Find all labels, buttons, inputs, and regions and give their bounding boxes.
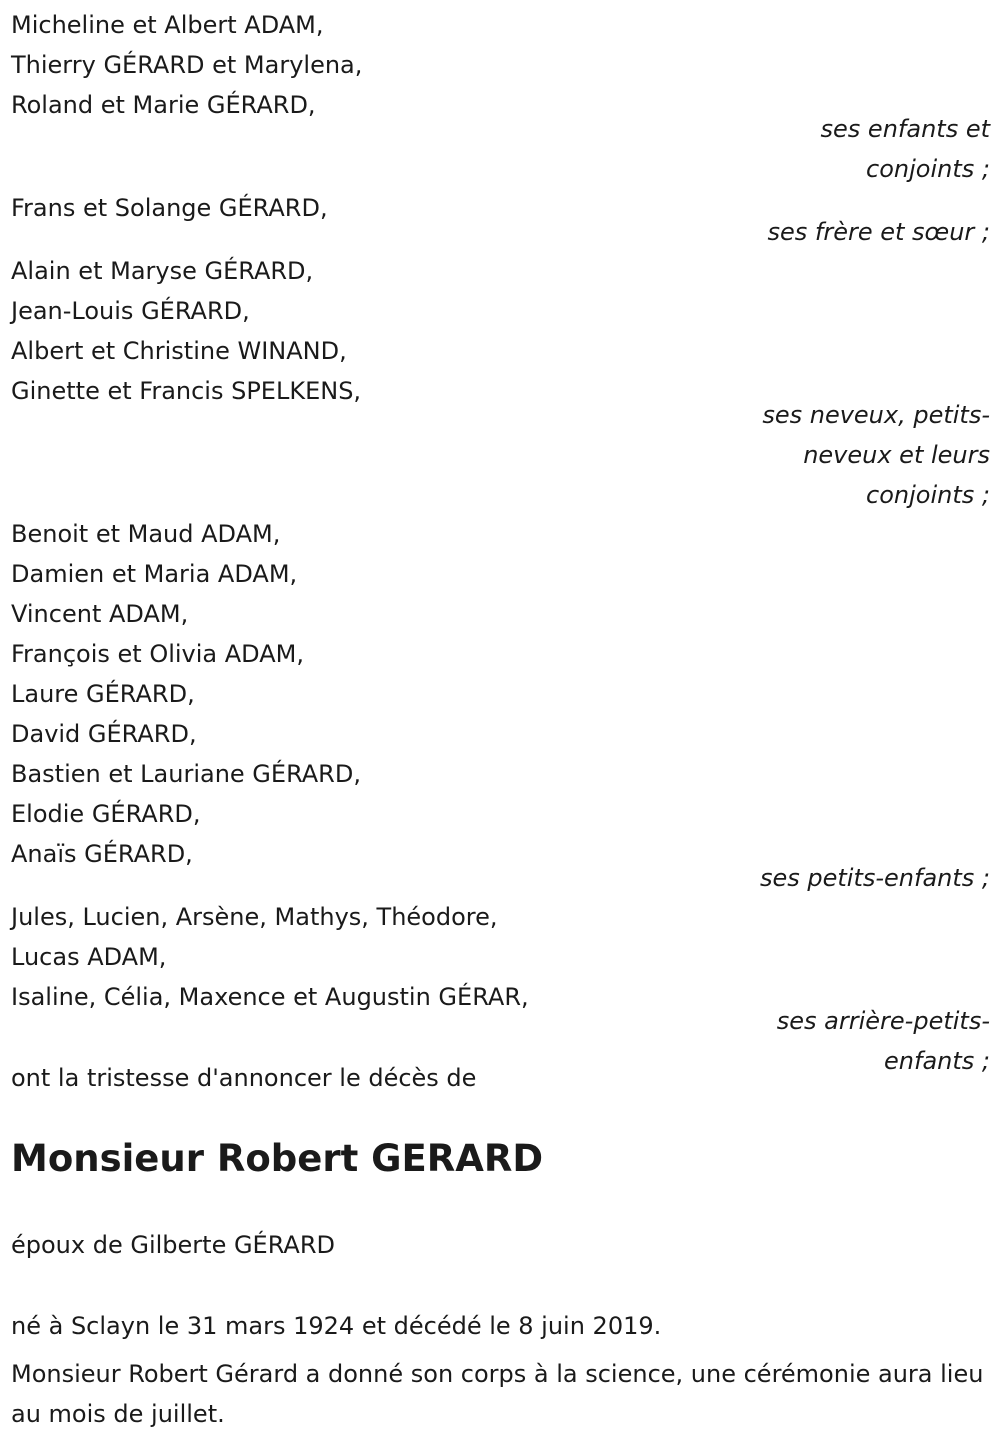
grandchild-name-line: François et Olivia ADAM, — [11, 640, 304, 668]
siblings-relation — [730, 212, 990, 252]
ceremony-notice: Monsieur Robert Gérard a donné son corps à la science, une cérémonie aura lieu au mois de juillet. — [11, 1360, 984, 1428]
grandchild-name-line: Benoit et Maud ADAM, — [11, 520, 281, 548]
nephews-relation — [730, 395, 990, 515]
nephew-name-line: Ginette et Francis SPELKENS, — [11, 377, 362, 405]
grandchild-name-line: Anaïs GÉRARD, — [11, 840, 193, 868]
children-name-line: Roland et Marie GÉRARD, — [11, 91, 316, 119]
grandchild-name-line: Bastien et Lauriane GÉRARD, — [11, 760, 361, 788]
grandchild-name-line: Damien et Maria ADAM, — [11, 560, 298, 588]
children-name-line: Micheline et Albert ADAM, — [11, 11, 324, 39]
children-name-line: Thierry GÉRARD et Marylena, — [11, 51, 363, 79]
relation-line: neveux et leurs — [803, 441, 990, 469]
relation-line: ses arrière-petits- — [776, 1007, 990, 1035]
spouse-line: époux de Gilberte GÉRARD — [11, 1231, 335, 1259]
nephew-name-line: Jean-Louis GÉRARD, — [11, 297, 250, 325]
relation-line: ses petits-enfants ; — [759, 864, 990, 892]
grandchild-name-line: Vincent ADAM, — [11, 600, 189, 628]
nephew-name-line: Alain et Maryse GÉRARD, — [11, 257, 314, 285]
grandchild-name-line: Laure GÉRARD, — [11, 680, 195, 708]
children-relation — [730, 109, 990, 189]
relation-line: ses frère et sœur ; — [767, 218, 990, 246]
announcement-text: ont la tristesse d'annoncer le décès de — [11, 1064, 477, 1092]
relation-line: conjoints ; — [866, 155, 990, 183]
birth-death-dates: né à Sclayn le 31 mars 1924 et décédé le 8 juin 2019. — [11, 1312, 662, 1340]
grandchildren-relation — [730, 858, 990, 898]
great-grandchildren-relation — [730, 1001, 990, 1081]
great-grandchild-name-line: Lucas ADAM, — [11, 943, 167, 971]
grandchild-name-line: Elodie GÉRARD, — [11, 800, 201, 828]
deceased-name-heading: Monsieur Robert GERARD — [11, 1137, 544, 1180]
relation-line: ses enfants et — [820, 115, 990, 143]
sibling-name-line: Frans et Solange GÉRARD, — [11, 194, 328, 222]
relation-line: enfants ; — [884, 1047, 990, 1075]
nephew-name-line: Albert et Christine WINAND, — [11, 337, 347, 365]
great-grandchild-name-line: Jules, Lucien, Arsène, Mathys, Théodore, — [11, 903, 498, 931]
relation-line: ses neveux, petits- — [762, 401, 990, 429]
relation-line: conjoints ; — [866, 481, 990, 509]
grandchild-name-line: David GÉRARD, — [11, 720, 197, 748]
great-grandchild-name-line: Isaline, Célia, Maxence et Augustin GÉRAR, — [11, 983, 529, 1011]
